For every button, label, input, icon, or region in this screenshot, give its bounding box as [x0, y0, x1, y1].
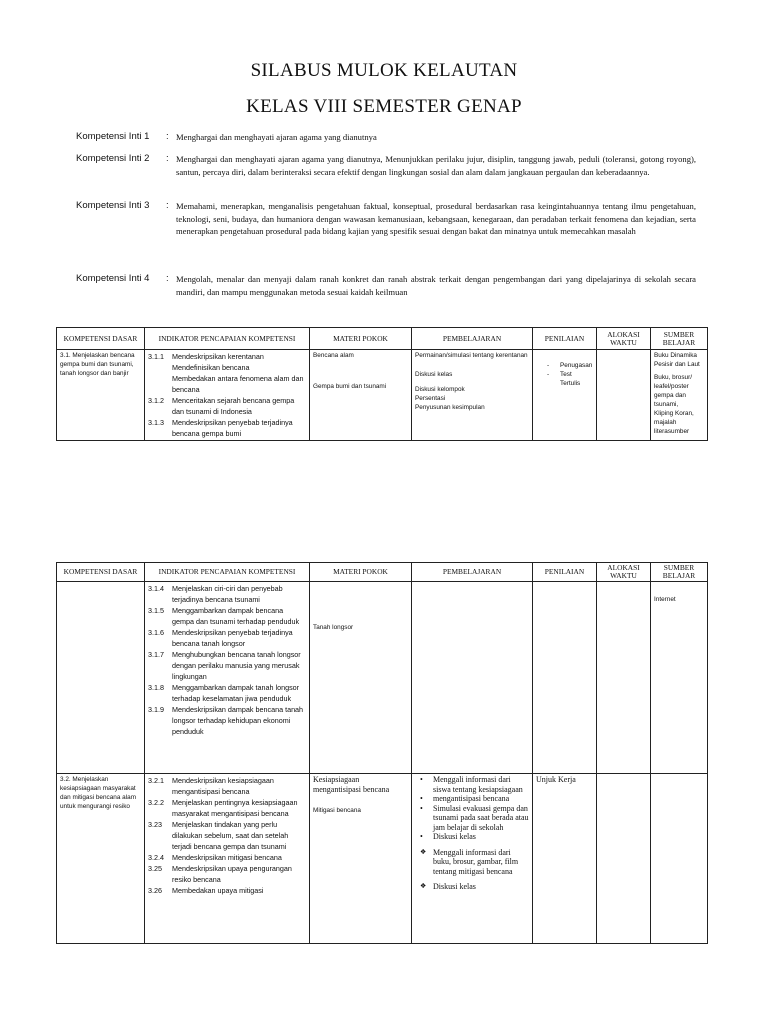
indikator-item: 3.1.1 Mendeskripsikan kerentanan	[148, 352, 264, 361]
indikator-cell	[145, 774, 310, 944]
pembelajaran-item: Penyusunan kesimpulan	[415, 404, 485, 411]
penilaian-cell	[533, 582, 597, 774]
materi-cell	[310, 774, 412, 944]
indikator-item: 3.1.4 Menjelaskan ciri-ciri dan penyebab terjadinya bencana tsunami	[148, 584, 283, 604]
materi-item: Bencana alam	[313, 352, 354, 359]
ki-text: Menghargai dan menghayati ajaran agama yang dianutnya	[176, 132, 377, 142]
materi-item: Gempa bumi dan tsunami	[313, 383, 387, 390]
header-kompetensi-dasar: KOMPETENSI DASAR	[57, 563, 145, 582]
pembelajaran-cell	[412, 774, 533, 944]
sumber-item: Kliping Koran, majalah	[654, 410, 694, 426]
indikator-item: 3.1.7 Menghubungkan bencana tanah longsor dengan perilaku manusia yang merusak lingkungan	[148, 650, 301, 681]
indikator-item: 3.23 Menjelaskan tindakan yang perlu dilakukan sebelum, saat dan setelah terjadi bencana gempa dan tsunami	[148, 820, 289, 851]
table-header-row	[57, 563, 708, 582]
pembelajaran-item: • Simulasi evakuasi gempa dan tsunami pada saat berada atau jam belajar di sekolah	[429, 804, 529, 833]
header-pembelajaran: PEMBELAJARAN	[412, 563, 533, 582]
pembelajaran-cell	[412, 350, 533, 441]
penilaian-item: - Test Tertulis	[556, 370, 593, 388]
ki-label: Kompetensi Inti 2	[76, 153, 150, 164]
indikator-item: 3.1.5 Menggambarkan dampak bencana gempa dan tsunami terhadap penduduk	[148, 606, 300, 626]
ki-label: Kompetensi Inti 1	[76, 131, 150, 142]
sumber-item: literasumber	[654, 428, 690, 435]
indikator-item: Mendefinisikan bencana	[172, 363, 250, 372]
indikator-item: 3.2.4 Mendeskripsikan mitigasi bencana	[148, 853, 282, 862]
ki-label: Kompetensi Inti 4	[76, 273, 150, 284]
indikator-item: 3.1.9 Mendeskripsikan dampak bencana tanah longsor terhadap kehidupan ekonomi penduduk	[148, 705, 304, 736]
kompetensi-inti-1	[76, 131, 696, 147]
ki-colon: :	[166, 273, 169, 284]
penilaian-cell	[533, 350, 597, 441]
header-penilaian: PENILAIAN	[533, 563, 597, 582]
alokasi-cell	[597, 774, 651, 944]
header-materi-pokok: MATERI POKOK	[310, 328, 412, 350]
ki-colon: :	[166, 153, 169, 164]
table-row	[57, 774, 708, 944]
pembelajaran-item: Permainan/simulasi tentang kerentanan	[415, 352, 528, 359]
pembelajaran-item: ❖ Diskusi kelas	[429, 882, 529, 892]
kompetensi-inti-2	[76, 153, 696, 193]
penilaian-cell: Unjuk Kerja	[533, 774, 597, 944]
header-sumber-belajar: SUMBER BELAJAR	[651, 328, 708, 350]
sumber-item: Buku, brosur/ leafel/poster gempa dan tsunami,	[654, 374, 693, 408]
sumber-cell	[651, 774, 708, 944]
indikator-item: 3.25 Mendeskripsikan upaya pengurangan resiko bencana	[148, 864, 292, 884]
pembelajaran-item: Diskusi kelompok	[415, 386, 465, 393]
indikator-item: 3.2.1 Mendeskripsikan kesiapsiagaan mengantisipasi bencana	[148, 776, 274, 796]
alokasi-cell	[597, 350, 651, 441]
syllabus-table-1	[56, 327, 708, 441]
pembelajaran-item: Diskusi kelas	[415, 371, 453, 378]
alokasi-cell	[597, 582, 651, 774]
syllabus-table-2	[56, 562, 708, 944]
document-subtitle: KELAS VIII SEMESTER GENAP	[246, 96, 522, 117]
table-row	[57, 582, 708, 774]
ki-colon: :	[166, 200, 169, 211]
sumber-item: Buku Dinamika Pesisir dan Laut	[654, 352, 700, 368]
pembelajaran-item: Persentasi	[415, 395, 446, 402]
sumber-item: Internet	[654, 596, 676, 603]
header-alokasi-waktu: ALOKASI WAKTU	[597, 328, 651, 350]
kd-cell: 3.2. Menjelaskan kesiapsiagaan masyarakat dan mitigasi bencana alam untuk mengurangi resiko	[57, 774, 145, 944]
penilaian-item: - Penugasan	[556, 361, 593, 370]
materi-item: Kesiapsiagaan mengantisipasi bencana	[313, 775, 390, 794]
materi-item: Mitigasi bencana	[313, 807, 361, 814]
sumber-cell	[651, 582, 708, 774]
indikator-item: 3.26 Membedakan upaya mitigasi	[148, 886, 264, 895]
ki-text: Memahami, menerapkan, menganalisis pengetahuan faktual, konseptual, prosedural berdasarkan rasa keingintahuannya tentang ilmu pengetahuan, teknologi, seni, budaya, dan humaniora dengan wawasan kemanusiaan, kebangsaan, kenegaraan, dan peradaban terkait fenomena dan kejadian, serta menerapkan pengetahuan prosedural pada bidang kajian yang spesifik sesuai dengan bakat dan minatnya untuk memecahkan masalah	[176, 201, 696, 237]
table-header-row	[57, 328, 708, 350]
header-sumber-belajar: SUMBER BELAJAR	[651, 563, 708, 582]
ki-text: Mengolah, menalar dan menyaji dalam ranah konkret dan ranah abstrak terkait dengan pengembangan dari yang dipelajarinya di sekolah secara mandiri, dan mampu menggunakan metoda sesuai kaidah keilmuan	[176, 274, 696, 297]
header-materi-pokok: MATERI POKOK	[310, 563, 412, 582]
indikator-item: 3.1.8 Menggambarkan dampak tanah longsor terhadap keselamatan jiwa penduduk	[148, 683, 300, 703]
materi-cell	[310, 350, 412, 441]
kd-cell: 3.1. Menjelaskan bencana gempa bumi dan tsunami, tanah longsor dan banjir	[57, 350, 145, 441]
kompetensi-inti-4	[76, 273, 696, 301]
ki-colon: :	[166, 131, 169, 142]
ki-text: Menghargai dan menghayati ajaran agama yang dianutnya, Menunjukkan perilaku jujur, disiplin, tanggung jawab, peduli (toleransi, gotong royong), santun, percaya diri, dalam berinteraksi secara efektif dengan lingkungan sosial dan alam dalam jangkauan pergaulan dan keberadaannya.	[176, 154, 696, 177]
indikator-item: 3.1.2 Menceritakan sejarah bencana gempa dan tsunami di Indonesia	[148, 396, 295, 416]
indikator-item: 3.2.2 Menjelaskan pentingnya kesiapsiagaan masyarakat mengantisipasi bencana	[148, 798, 298, 818]
indikator-cell	[145, 350, 310, 441]
indikator-item: 3.1.3 Mendeskripsikan penyebab terjadinya bencana gempa bumi	[148, 418, 293, 438]
header-penilaian: PENILAIAN	[533, 328, 597, 350]
pembelajaran-cell	[412, 582, 533, 774]
header-indikator: INDIKATOR PENCAPAIAN KOMPETENSI	[145, 328, 310, 350]
pembelajaran-item: • Diskusi kelas	[429, 832, 529, 842]
materi-item: Tanah longsor	[313, 624, 354, 631]
table-row	[57, 350, 708, 441]
indikator-item: 3.1.6 Mendeskripsikan penyebab terjadinya bencana tanah longsor	[148, 628, 293, 648]
pembelajaran-item: ❖ Menggali informasi dari buku, brosur, gambar, film tentang mitigasi bencana	[429, 848, 529, 877]
sumber-cell	[651, 350, 708, 441]
kd-cell	[57, 582, 145, 774]
kompetensi-inti-3	[76, 200, 696, 264]
header-alokasi-waktu: ALOKASI WAKTU	[597, 563, 651, 582]
header-pembelajaran: PEMBELAJARAN	[412, 328, 533, 350]
ki-label: Kompetensi Inti 3	[76, 200, 150, 211]
pembelajaran-item: • Menggali informasi dari siswa tentang kesiapsiagaan	[429, 775, 529, 794]
header-indikator: INDIKATOR PENCAPAIAN KOMPETENSI	[145, 563, 310, 582]
document-title: SILABUS MULOK KELAUTAN	[250, 60, 518, 81]
materi-cell	[310, 582, 412, 774]
indikator-cell	[145, 582, 310, 774]
header-kompetensi-dasar: KOMPETENSI DASAR	[57, 328, 145, 350]
pembelajaran-item: • mengantisipasi bencana	[429, 794, 529, 804]
indikator-item: Membedakan antara fenomena alam dan bencana	[172, 374, 304, 394]
